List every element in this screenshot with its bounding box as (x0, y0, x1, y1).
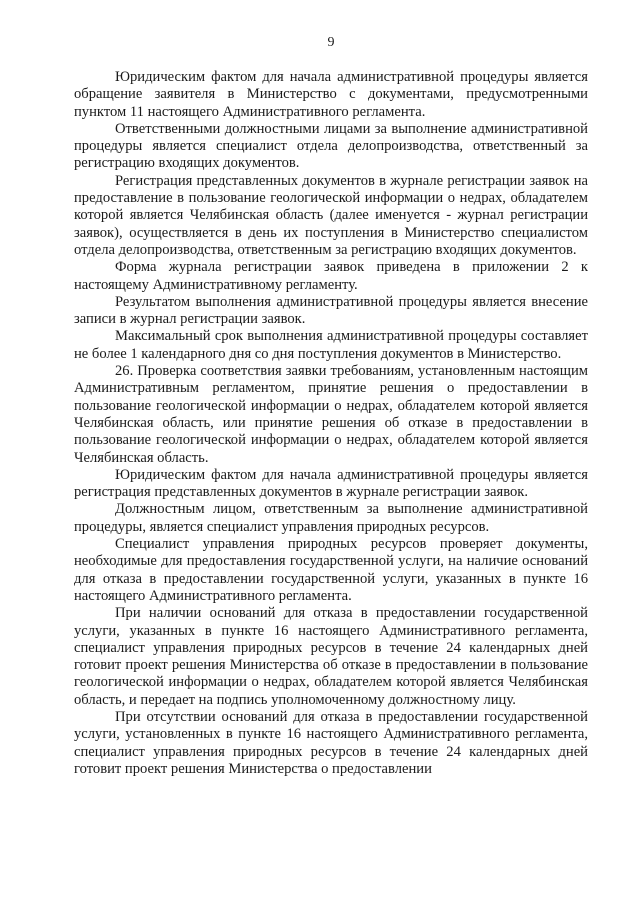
paragraph: Ответственными должностными лицами за выполнение административной процедуры является специалист отдела делопроизводства, ответственный за регистрацию входящих документов. (74, 120, 588, 172)
paragraph: При наличии оснований для отказа в предоставлении государственной услуги, указанных в пункте 16 настоящего Административного регламента, специалист управления природных ресурсов в течение 24 календарных дней готовит проект решения Министерства об отказе в предоставлении в пользование геологической информации о недрах, обладателем которой является Челябинская область, и передает на подпись уполномоченному должностному лицу. (74, 605, 588, 708)
paragraph: Юридическим фактом для начала административной процедуры является обращение заявителя в Министерство с документами, предусмотренными пунктом 11 настоящего Административного регламента. (74, 69, 588, 120)
document-body (74, 69, 588, 778)
paragraph: Результатом выполнения административной процедуры является внесение записи в журнал регистрации заявок. (74, 293, 588, 328)
section-heading-paragraph: 26. Проверка соответствия заявки требованиям, установленным настоящим Административным регламентом, принятие решения о предоставлении в пользование геологической информации о недрах, обладателем которой является Челябинская область, или принятие решения об отказе в предоставлении в пользование геологической информации о недрах, обладателем которой является Челябинская область. (74, 363, 588, 466)
paragraph: Специалист управления природных ресурсов проверяет документы, необходимые для предоставления государственной услуги, на наличие оснований для отказа в предоставлении государственной услуги, указанных в пункте 16 настоящего Административного регламента. (74, 536, 588, 604)
page-number: 9 (327, 35, 335, 50)
paragraph: Регистрация представленных документов в журнале регистрации заявок на предоставление в пользование геологической информации о недрах, обладателем которой является Челябинская область (далее именуется - журнал регистрации заявок), осуществляется в день их поступления в Министерство специалистом отдела делопроизводства, ответственным за регистрацию входящих документов. (74, 172, 588, 258)
paragraph: При отсутствии оснований для отказа в предоставлении государственной услуги, установленных в пункте 16 настоящего Административного регламента, специалист управления природных ресурсов в течение 24 календарных дней готовит проект решения Министерства о предоставлении (74, 708, 588, 777)
paragraph: Форма журнала регистрации заявок приведена в приложении 2 к настоящему Административному регламенту. (74, 259, 588, 293)
paragraph: Юридическим фактом для начала административной процедуры является регистрация представленных документов в журнале регистрации заявок. (74, 466, 588, 501)
paragraph: Максимальный срок выполнения административной процедуры составляет не более 1 календарного дня со дня поступления документов в Министерство. (74, 328, 588, 362)
paragraph: Должностным лицом, ответственным за выполнение административной процедуры, является специалист управления природных ресурсов. (74, 501, 588, 535)
